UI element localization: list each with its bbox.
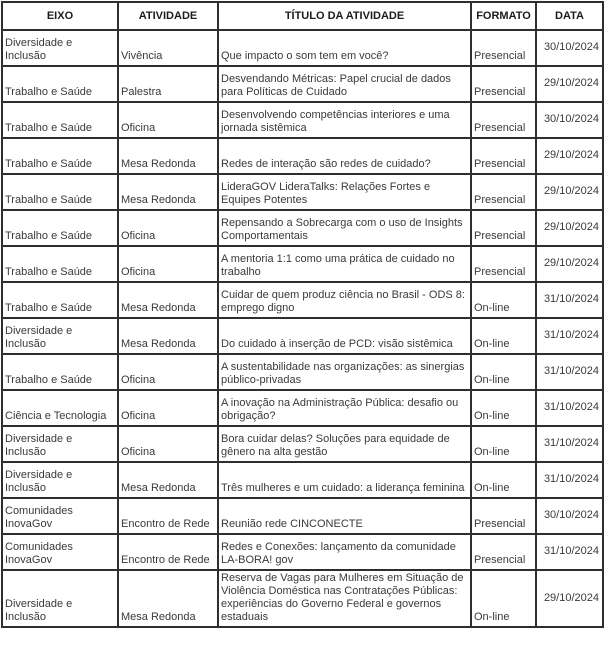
cell-atividade: Mesa Redonda [118, 318, 218, 354]
cell-atividade: Mesa Redonda [118, 462, 218, 498]
cell-formato: Presencial [471, 174, 536, 210]
cell-formato: Presencial [471, 498, 536, 534]
cell-data: 29/10/2024 [536, 246, 603, 282]
cell-titulo: Reserva de Vagas para Mulheres em Situação de Violência Doméstica nas Contratações Públicas: experiências do Governo Federal e governos estaduais [218, 570, 471, 627]
cell-titulo: Redes de interação são redes de cuidado? [218, 138, 471, 174]
cell-eixo: Comunidades InovaGov [2, 534, 118, 570]
cell-eixo: Trabalho e Saúde [2, 66, 118, 102]
cell-formato: On-line [471, 318, 536, 354]
cell-eixo: Trabalho e Saúde [2, 102, 118, 138]
cell-formato: Presencial [471, 534, 536, 570]
cell-atividade: Mesa Redonda [118, 174, 218, 210]
cell-titulo: A inovação na Administração Pública: desafio ou obrigação? [218, 390, 471, 426]
cell-data: 31/10/2024 [536, 462, 603, 498]
cell-atividade: Palestra [118, 66, 218, 102]
table-row [2, 102, 603, 138]
cell-atividade: Encontro de Rede [118, 534, 218, 570]
cell-eixo: Ciência e Tecnologia [2, 390, 118, 426]
cell-titulo: A mentoria 1:1 como uma prática de cuidado no trabalho [218, 246, 471, 282]
cell-data: 30/10/2024 [536, 498, 603, 534]
column-header-eixo: EIXO [2, 2, 118, 30]
cell-formato: Presencial [471, 138, 536, 174]
table-row [2, 354, 603, 390]
cell-titulo: Desvendando Métricas: Papel crucial de dados para Políticas de Cuidado [218, 66, 471, 102]
cell-atividade: Oficina [118, 210, 218, 246]
cell-titulo: Do cuidado à inserção de PCD: visão sistêmica [218, 318, 471, 354]
cell-data: 29/10/2024 [536, 174, 603, 210]
table-row [2, 534, 603, 570]
cell-titulo: Reunião rede CINCONECTE [218, 498, 471, 534]
cell-atividade: Oficina [118, 354, 218, 390]
table-row [2, 30, 603, 66]
cell-eixo: Comunidades InovaGov [2, 498, 118, 534]
cell-data: 31/10/2024 [536, 426, 603, 462]
cell-data: 29/10/2024 [536, 138, 603, 174]
cell-formato: On-line [471, 354, 536, 390]
cell-formato: On-line [471, 390, 536, 426]
cell-formato: On-line [471, 570, 536, 627]
cell-formato: Presencial [471, 30, 536, 66]
table-row [2, 174, 603, 210]
table-row [2, 66, 603, 102]
cell-titulo: Bora cuidar delas? Soluções para equidade de gênero na alta gestão [218, 426, 471, 462]
cell-eixo: Trabalho e Saúde [2, 138, 118, 174]
cell-atividade: Mesa Redonda [118, 282, 218, 318]
cell-formato: Presencial [471, 102, 536, 138]
cell-data: 31/10/2024 [536, 354, 603, 390]
table-body [2, 30, 603, 627]
table-row [2, 318, 603, 354]
cell-atividade: Mesa Redonda [118, 570, 218, 627]
cell-atividade: Oficina [118, 426, 218, 462]
cell-titulo: Que impacto o som tem em você? [218, 30, 471, 66]
cell-eixo: Trabalho e Saúde [2, 282, 118, 318]
table-row [2, 498, 603, 534]
table-row [2, 426, 603, 462]
cell-eixo: Trabalho e Saúde [2, 246, 118, 282]
cell-atividade: Encontro de Rede [118, 498, 218, 534]
cell-data: 31/10/2024 [536, 282, 603, 318]
cell-eixo: Diversidade e Inclusão [2, 426, 118, 462]
cell-eixo: Diversidade e Inclusão [2, 30, 118, 66]
cell-formato: On-line [471, 462, 536, 498]
cell-eixo: Trabalho e Saúde [2, 174, 118, 210]
cell-titulo: Três mulheres e um cuidado: a liderança feminina [218, 462, 471, 498]
cell-atividade: Mesa Redonda [118, 138, 218, 174]
cell-titulo: Repensando a Sobrecarga com o uso de Insights Comportamentais [218, 210, 471, 246]
cell-data: 29/10/2024 [536, 66, 603, 102]
cell-formato: On-line [471, 426, 536, 462]
cell-data: 30/10/2024 [536, 102, 603, 138]
cell-formato: Presencial [471, 210, 536, 246]
cell-atividade: Oficina [118, 390, 218, 426]
cell-data: 30/10/2024 [536, 30, 603, 66]
cell-formato: On-line [471, 282, 536, 318]
cell-eixo: Trabalho e Saúde [2, 354, 118, 390]
table-row [2, 282, 603, 318]
cell-eixo: Trabalho e Saúde [2, 210, 118, 246]
column-header-data: DATA [536, 2, 603, 30]
table-row [2, 246, 603, 282]
table-row [2, 390, 603, 426]
cell-data: 29/10/2024 [536, 570, 603, 627]
events-table [1, 1, 604, 628]
cell-atividade: Vivência [118, 30, 218, 66]
table-row [2, 210, 603, 246]
cell-titulo: Cuidar de quem produz ciência no Brasil - ODS 8: emprego digno [218, 282, 471, 318]
cell-eixo: Diversidade e Inclusão [2, 318, 118, 354]
column-header-titulo: TÍTULO DA ATIVIDADE [218, 2, 471, 30]
cell-data: 29/10/2024 [536, 210, 603, 246]
table-row [2, 570, 603, 627]
cell-titulo: LideraGOV LideraTalks: Relações Fortes e Equipes Potentes [218, 174, 471, 210]
cell-atividade: Oficina [118, 246, 218, 282]
cell-eixo: Diversidade e Inclusão [2, 462, 118, 498]
table-header-row [2, 2, 603, 30]
column-header-atividade: ATIVIDADE [118, 2, 218, 30]
cell-atividade: Oficina [118, 102, 218, 138]
cell-data: 31/10/2024 [536, 534, 603, 570]
cell-titulo: Desenvolvendo competências interiores e uma jornada sistêmica [218, 102, 471, 138]
table-row [2, 462, 603, 498]
table-row [2, 138, 603, 174]
cell-eixo: Diversidade e Inclusão [2, 570, 118, 627]
cell-formato: Presencial [471, 66, 536, 102]
column-header-formato: FORMATO [471, 2, 536, 30]
cell-data: 31/10/2024 [536, 390, 603, 426]
cell-titulo: A sustentabilidade nas organizações: as sinergias público-privadas [218, 354, 471, 390]
cell-formato: Presencial [471, 246, 536, 282]
cell-data: 31/10/2024 [536, 318, 603, 354]
cell-titulo: Redes e Conexões: lançamento da comunidade LA-BORA! gov [218, 534, 471, 570]
